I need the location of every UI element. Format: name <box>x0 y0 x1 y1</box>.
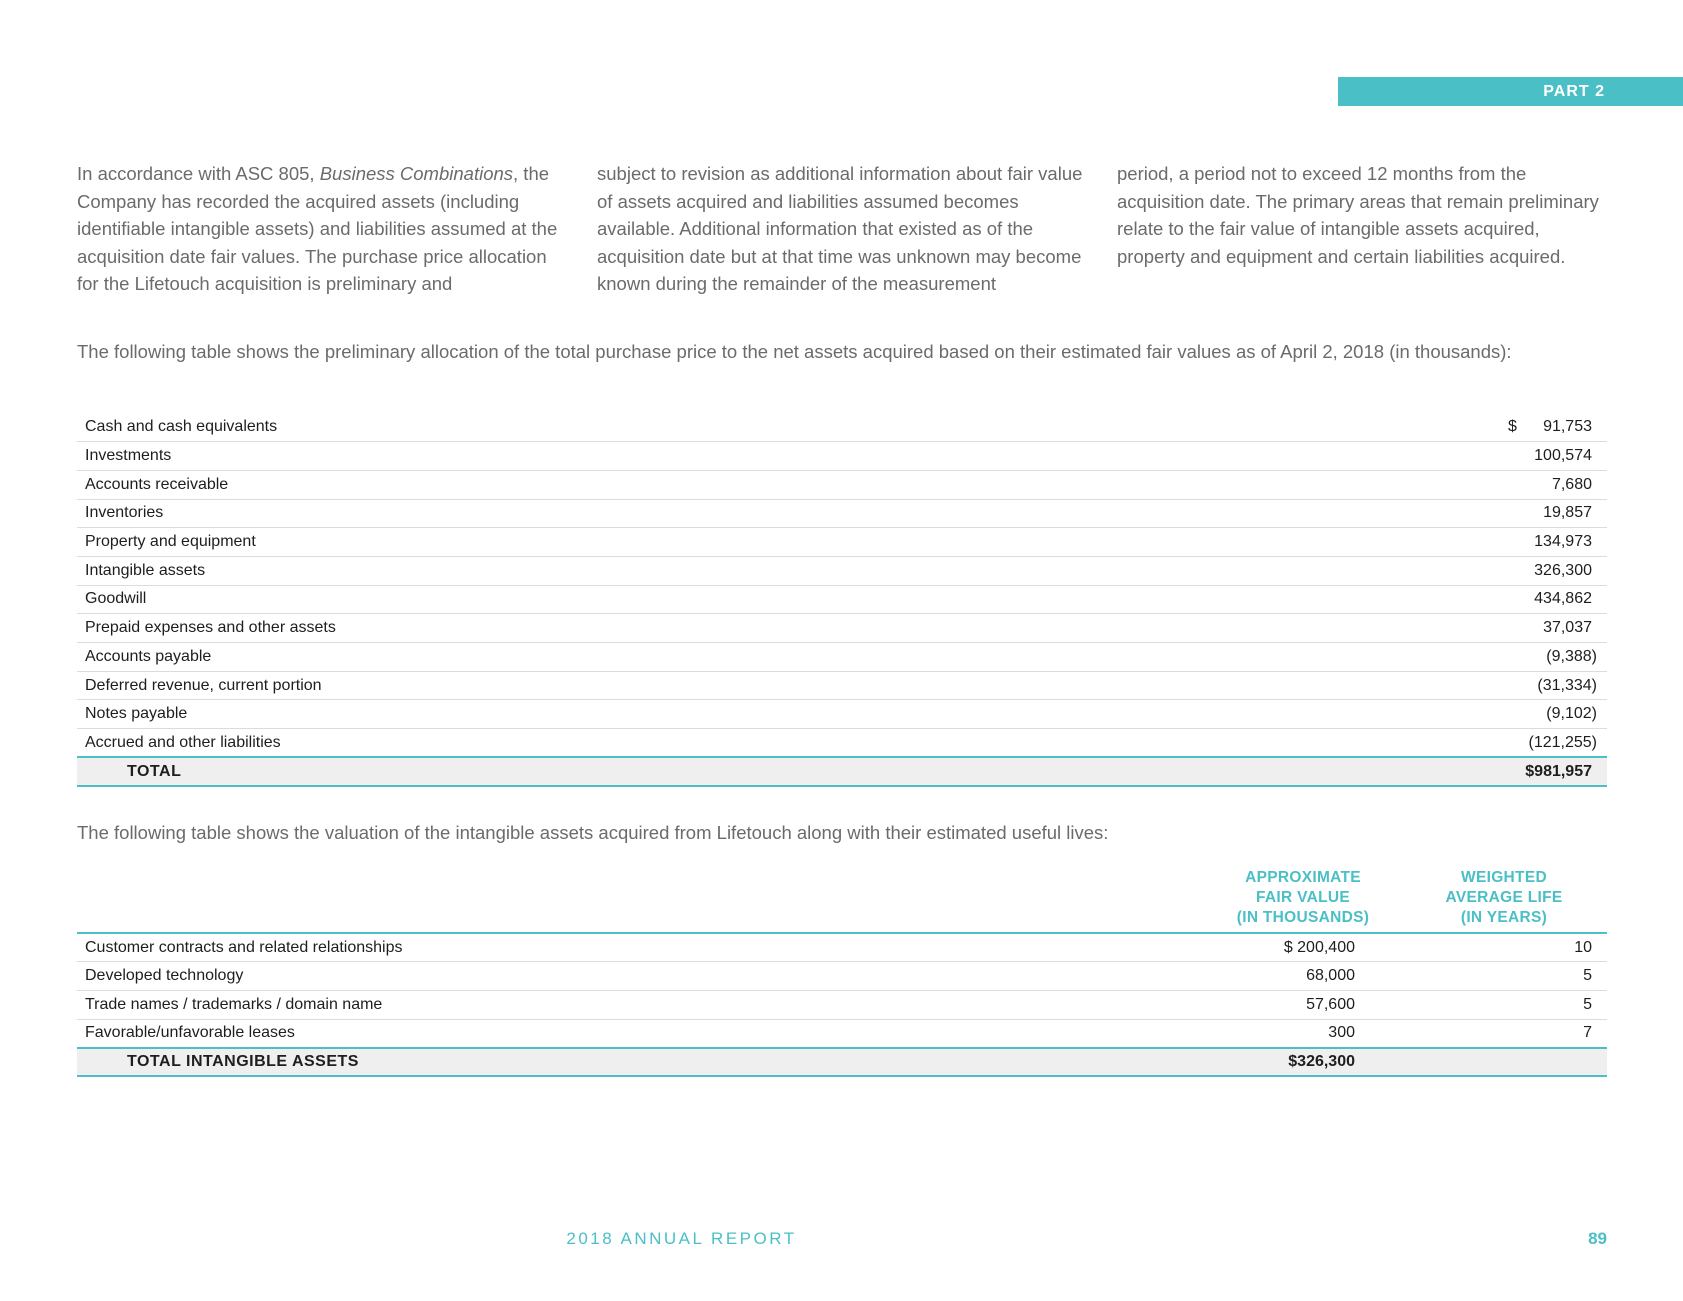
intangible-table-header <box>77 868 1607 933</box>
table-row <box>77 528 1607 557</box>
row-label: Property and equipment <box>77 528 1169 557</box>
table-row <box>77 442 1607 471</box>
row-label: Intangible assets <box>77 556 1169 585</box>
header-blank-cell <box>77 868 1205 933</box>
table-row <box>77 413 1607 442</box>
row-value-cell <box>1169 499 1607 528</box>
row-value-cell <box>1169 729 1607 758</box>
total-empty-cell <box>1401 1048 1607 1077</box>
row-value-cell <box>1169 556 1607 585</box>
footer-report-title <box>0 1229 1683 1249</box>
body-text-run: In accordance with ASC 805, <box>77 163 320 184</box>
page-number: 89 <box>1588 1229 1607 1248</box>
total-label: TOTAL <box>77 757 1169 786</box>
row-value: 134,973 <box>1534 533 1592 551</box>
row-value: 326,300 <box>1534 561 1592 579</box>
header-line: FAIR VALUE <box>1256 889 1350 906</box>
row-value: 91,753 <box>1543 418 1592 436</box>
table-row <box>77 700 1607 729</box>
row-value: 434,862 <box>1534 590 1592 608</box>
row-value-cell <box>1169 585 1607 614</box>
row-average-life: 5 <box>1401 962 1607 991</box>
row-label: Accounts payable <box>77 643 1169 672</box>
table-row <box>77 933 1607 962</box>
header-line: AVERAGE LIFE <box>1445 889 1563 906</box>
row-average-life: 7 <box>1401 1019 1607 1048</box>
header-average-life <box>1401 868 1607 933</box>
row-value: (31,334) <box>1537 676 1597 694</box>
body-text-run: , the Company has recorded the acquired assets (including identifiable intangible assets) and liabilities assumed at the acquisition date fair values. The purchase price allocation for the Lifetouch acquisition is preliminary and <box>77 163 558 295</box>
header-line: APPROXIMATE <box>1245 869 1361 886</box>
row-value-cell <box>1169 700 1607 729</box>
table-row <box>77 962 1607 991</box>
table-row <box>77 614 1607 643</box>
intangible-intro: The following table shows the valuation of the intangible assets acquired from Lifetouch along with their estimated useful lives: <box>77 822 1109 843</box>
body-column-2 <box>597 160 1087 298</box>
header-line: (IN THOUSANDS) <box>1236 909 1370 926</box>
total-row <box>77 757 1607 786</box>
purchase-price-allocation-table <box>77 413 1607 787</box>
total-label: TOTAL INTANGIBLE ASSETS <box>77 1048 1205 1077</box>
standard-title-italic: Business Combinations <box>319 163 514 184</box>
row-label: Accrued and other liabilities <box>77 729 1169 758</box>
row-fair-value: 68,000 <box>1205 962 1401 991</box>
header-line: (IN YEARS) <box>1460 909 1548 926</box>
header-line: WEIGHTED <box>1461 869 1547 886</box>
row-value-cell <box>1169 671 1607 700</box>
row-value: 100,574 <box>1534 447 1592 465</box>
table-row <box>77 990 1607 1019</box>
total-row <box>77 1048 1607 1077</box>
row-value: 7,680 <box>1551 475 1592 493</box>
row-value-cell <box>1169 614 1607 643</box>
row-fair-value: 300 <box>1205 1019 1401 1048</box>
body-column-1 <box>77 160 567 298</box>
body-paragraph-1 <box>77 160 567 298</box>
table-row <box>77 585 1607 614</box>
row-value: (9,102) <box>1546 705 1597 723</box>
total-value: $981,957 <box>1169 757 1607 786</box>
row-label: Accounts receivable <box>77 470 1169 499</box>
row-value-cell <box>1169 470 1607 499</box>
header-fair-value <box>1205 868 1401 933</box>
row-value: (9,388) <box>1546 647 1597 665</box>
table-row <box>77 671 1607 700</box>
row-label: Inventories <box>77 499 1169 528</box>
row-label: Deferred revenue, current portion <box>77 671 1169 700</box>
table-row <box>77 470 1607 499</box>
body-column-3 <box>1117 160 1607 298</box>
row-value: 37,037 <box>1543 619 1592 637</box>
table-row <box>77 556 1607 585</box>
row-label: Cash and cash equivalents <box>77 413 1169 442</box>
row-label: Developed technology <box>77 962 1205 991</box>
row-value: 19,857 <box>1543 504 1592 522</box>
table-row <box>77 499 1607 528</box>
table-row <box>77 643 1607 672</box>
total-value: $326,300 <box>1205 1048 1401 1077</box>
row-fair-value: $ 200,400 <box>1205 933 1401 962</box>
row-value-cell <box>1169 528 1607 557</box>
table-row <box>77 729 1607 758</box>
row-value-cell <box>1169 413 1607 442</box>
row-label: Goodwill <box>77 585 1169 614</box>
footer-report-title-text: 2018 ANNUAL REPORT <box>566 1229 797 1248</box>
row-label: Investments <box>77 442 1169 471</box>
row-average-life: 10 <box>1401 933 1607 962</box>
body-text-columns <box>77 160 1607 298</box>
row-value-cell <box>1169 643 1607 672</box>
intangible-assets-table <box>77 868 1607 1077</box>
row-label: Notes payable <box>77 700 1169 729</box>
currency-symbol: $ <box>1508 418 1517 436</box>
row-value-cell <box>1169 442 1607 471</box>
body-paragraph-2: subject to revision as additional information about fair value of assets acquired and liabilities assumed becomes available. Additional information that existed as of the acquisition date but at that time was unknown may become known during the remainder of the measurement <box>597 163 1083 295</box>
row-label: Customer contracts and related relationships <box>77 933 1205 962</box>
row-average-life: 5 <box>1401 990 1607 1019</box>
row-label: Trade names / trademarks / domain name <box>77 990 1205 1019</box>
row-value: (121,255) <box>1528 733 1597 751</box>
table-row <box>77 1019 1607 1048</box>
part-label: PART 2 <box>1543 82 1605 100</box>
row-fair-value: 57,600 <box>1205 990 1401 1019</box>
part-banner <box>1338 77 1683 106</box>
row-label: Prepaid expenses and other assets <box>77 614 1169 643</box>
allocation-intro: The following table shows the preliminary allocation of the total purchase price to the net assets acquired based on their estimated fair values as of April 2, 2018 (in thousands): <box>77 341 1512 362</box>
body-paragraph-3: period, a period not to exceed 12 months from the acquisition date. The primary areas that remain preliminary relate to the fair value of intangible assets acquired, property and equipment and certain liabilities acquired. <box>1117 163 1599 267</box>
row-label: Favorable/unfavorable leases <box>77 1019 1205 1048</box>
